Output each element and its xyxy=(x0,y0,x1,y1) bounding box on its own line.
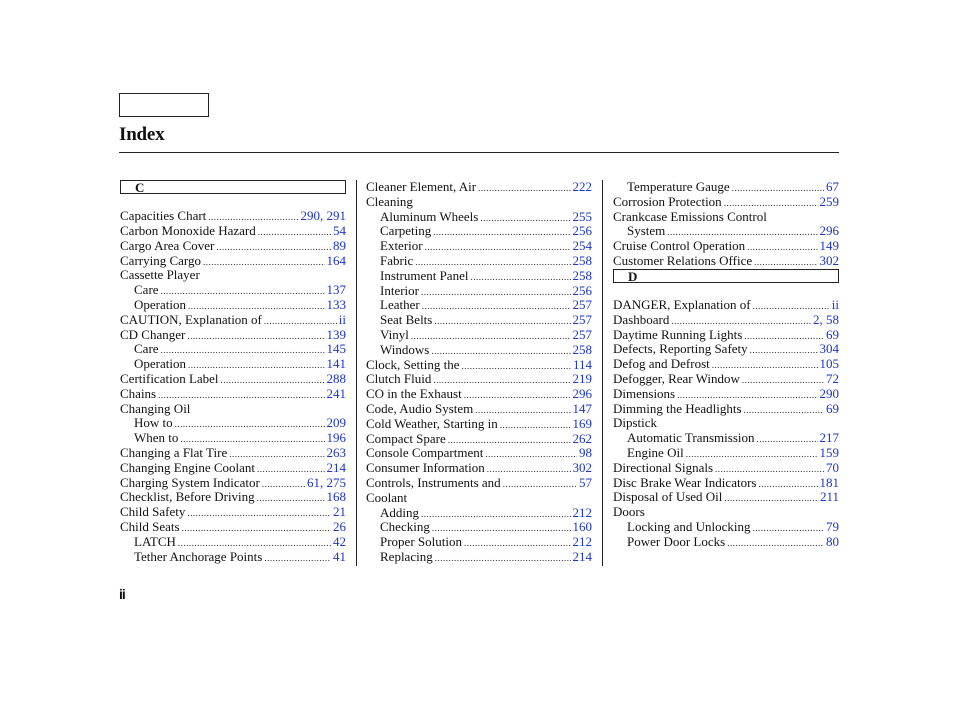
leader-dots xyxy=(727,536,824,551)
page-reference-link[interactable]: 149 xyxy=(819,238,839,254)
page-number: ii xyxy=(119,586,125,602)
index-entry xyxy=(613,195,839,210)
leader-dots xyxy=(747,240,817,255)
entry-label: Child Safety xyxy=(120,504,186,520)
page-reference-link[interactable]: 257 xyxy=(572,326,592,342)
page-reference-link[interactable]: 302 xyxy=(572,460,592,476)
leader-dots xyxy=(264,314,337,329)
page-reference-link[interactable]: 89 xyxy=(333,237,346,253)
index-subentry xyxy=(366,284,592,299)
page-reference-link[interactable]: 259 xyxy=(819,193,839,209)
entry-label: Carpeting xyxy=(380,223,432,239)
leader-dots xyxy=(500,418,571,433)
column-divider-1 xyxy=(356,180,357,566)
entry-label: Replacing xyxy=(380,548,433,564)
index-entry xyxy=(613,461,839,476)
page-reference-link[interactable]: 2, 58 xyxy=(813,311,839,327)
page-reference-link[interactable]: 181 xyxy=(819,474,839,490)
leader-dots xyxy=(182,521,331,536)
index-subentry xyxy=(613,431,839,446)
entry-label: Engine Oil xyxy=(627,444,684,460)
index-subentry xyxy=(613,535,839,550)
page-reference-link[interactable]: 98 xyxy=(579,445,592,461)
entry-label: Compact Spare xyxy=(366,430,446,446)
index-entry xyxy=(366,358,592,373)
entry-label: Corrosion Protection xyxy=(613,193,722,209)
page-reference-link[interactable]: 70 xyxy=(826,459,839,475)
entry-label: Cargo Area Cover xyxy=(120,237,215,253)
entry-label: Changing Engine Coolant xyxy=(120,459,256,475)
index-entry xyxy=(366,402,592,417)
entry-label: Aluminum Wheels xyxy=(380,208,479,224)
entry-label: Fabric xyxy=(380,252,414,268)
page-reference-link[interactable]: 80 xyxy=(826,533,839,549)
index-entry xyxy=(366,372,592,387)
entry-label: Exterior xyxy=(380,238,423,254)
index-entry xyxy=(366,387,592,402)
entry-label: Checking xyxy=(380,519,430,535)
index-subentry xyxy=(120,298,346,313)
page-reference-link[interactable]: 217 xyxy=(819,430,839,446)
entry-label: Coolant xyxy=(366,489,408,505)
page-reference-link[interactable]: 160 xyxy=(572,519,592,535)
entry-label: Carrying Cargo xyxy=(120,252,201,268)
page-reference-link[interactable]: 79 xyxy=(826,518,839,534)
page-reference-link[interactable]: 57 xyxy=(579,474,592,490)
index-entry xyxy=(366,461,592,476)
page-reference-link[interactable]: 256 xyxy=(572,223,592,239)
index-subentry xyxy=(120,550,346,565)
section-spacer xyxy=(613,283,839,298)
index-subentry xyxy=(366,520,592,535)
leader-dots xyxy=(264,551,331,566)
entry-label: Care xyxy=(134,282,159,298)
page-reference-link[interactable]: 257 xyxy=(572,312,592,328)
entry-label: Changing a Flat Tire xyxy=(120,444,228,460)
entry-label: Directional Signals xyxy=(613,459,714,475)
index-entry xyxy=(366,432,592,447)
entry-label: Certification Label xyxy=(120,370,219,386)
page-reference-link[interactable]: 290, 291 xyxy=(300,208,346,224)
leader-dots xyxy=(757,432,818,447)
index-subentry xyxy=(120,357,346,372)
index-column-3 xyxy=(613,180,839,550)
leader-dots xyxy=(175,417,325,432)
page-reference-link[interactable]: 168 xyxy=(326,489,346,505)
entry-label: Interior xyxy=(380,282,419,298)
index-entry xyxy=(613,342,839,357)
entry-label: Code, Audio System xyxy=(366,400,474,416)
entry-label: Tether Anchorage Points xyxy=(134,548,263,564)
index-entry xyxy=(120,372,346,387)
index-entry xyxy=(366,476,592,491)
page-reference-link[interactable]: 114 xyxy=(572,356,592,372)
index-subentry xyxy=(366,224,592,239)
entry-label: LATCH xyxy=(134,533,176,549)
page-reference-link[interactable]: 212 xyxy=(572,534,592,550)
index-entry xyxy=(120,505,346,520)
index-subentry xyxy=(120,283,346,298)
index-entry xyxy=(120,461,346,476)
page-reference-link[interactable]: 169 xyxy=(572,415,592,431)
entry-label: When to xyxy=(134,430,179,446)
index-letter-heading: C xyxy=(120,180,346,194)
leader-dots xyxy=(485,447,577,462)
page-reference-link[interactable]: 164 xyxy=(326,252,346,268)
entry-label: Seat Belts xyxy=(380,312,433,328)
index-subentry xyxy=(366,269,592,284)
leader-dots xyxy=(758,477,817,492)
index-entry xyxy=(120,239,346,254)
page-reference-link[interactable]: ii xyxy=(831,296,839,312)
index-group-heading xyxy=(120,268,346,283)
index-letter-heading: D xyxy=(613,269,839,283)
leader-dots xyxy=(464,536,571,551)
page-reference-link[interactable]: 290 xyxy=(819,385,839,401)
entry-label: Defogger, Rear Window xyxy=(613,370,740,386)
index-entry xyxy=(120,209,346,224)
index-entry xyxy=(613,254,839,269)
index-entry xyxy=(613,239,839,254)
entry-label: Chains xyxy=(120,385,157,401)
leader-dots xyxy=(462,359,571,374)
page-reference-link[interactable]: 222 xyxy=(572,179,592,194)
page-reference-link[interactable]: 61, 275 xyxy=(307,474,346,490)
index-subentry xyxy=(366,506,592,521)
index-entry xyxy=(120,476,346,491)
index-column-1 xyxy=(120,180,346,564)
page-reference-link[interactable]: 69 xyxy=(826,400,839,416)
entry-label: Leather xyxy=(380,297,420,313)
page-reference-link[interactable]: 21 xyxy=(333,504,346,520)
index-entry xyxy=(366,417,592,432)
page-reference-link[interactable]: 212 xyxy=(572,504,592,520)
page-reference-link[interactable]: 263 xyxy=(326,444,346,460)
entry-label: Dimming the Headlights xyxy=(613,400,742,416)
entry-label: Disposal of Used Oil xyxy=(613,489,723,505)
entry-label: Defog and Defrost xyxy=(613,356,710,372)
index-entry xyxy=(613,490,839,505)
leader-dots xyxy=(744,329,824,344)
leader-dots xyxy=(421,285,571,300)
leader-dots xyxy=(425,240,571,255)
leader-dots xyxy=(752,521,824,536)
page-reference-link[interactable]: 54 xyxy=(333,222,346,238)
leader-dots xyxy=(503,477,577,492)
page-reference-link[interactable]: 262 xyxy=(572,430,592,446)
page-reference-link[interactable]: 67 xyxy=(826,179,839,194)
leader-dots xyxy=(433,225,570,240)
page-reference-link[interactable]: 302 xyxy=(819,252,839,268)
page-reference-link[interactable]: 214 xyxy=(572,548,592,564)
index-entry xyxy=(120,328,346,343)
entry-label: Clutch Fluid xyxy=(366,371,432,387)
index-entry xyxy=(613,372,839,387)
page-reference-link[interactable]: 141 xyxy=(326,356,346,372)
index-subentry xyxy=(120,431,346,446)
index-entry xyxy=(613,313,839,328)
index-entry xyxy=(120,490,346,505)
entry-label: Cruise Control Operation xyxy=(613,238,746,254)
page-reference-link[interactable]: 137 xyxy=(326,282,346,298)
page-reference-link[interactable]: 139 xyxy=(326,326,346,342)
page-reference-link[interactable]: 304 xyxy=(819,341,839,357)
entry-label: Cold Weather, Starting in xyxy=(366,415,498,431)
index-subentry xyxy=(613,520,839,535)
entry-label: Dashboard xyxy=(613,311,670,327)
leader-dots xyxy=(750,343,818,358)
index-group-heading xyxy=(613,505,839,520)
entry-label: CD Changer xyxy=(120,326,186,342)
index-subentry xyxy=(613,180,839,195)
page-reference-link[interactable]: 258 xyxy=(572,267,592,283)
page-reference-link[interactable]: 42 xyxy=(333,533,346,549)
index-subentry xyxy=(366,254,592,269)
index-entry xyxy=(613,387,839,402)
page-reference-link[interactable]: 258 xyxy=(572,341,592,357)
entry-label: Changing Oil xyxy=(120,400,191,416)
leader-dots xyxy=(724,491,818,506)
entry-label: Clock, Setting the xyxy=(366,356,460,372)
section-tab-box xyxy=(119,93,209,117)
page-reference-link[interactable]: 288 xyxy=(326,370,346,386)
page-reference-link[interactable]: 254 xyxy=(572,238,592,254)
entry-label: Vinyl xyxy=(380,326,409,342)
leader-dots xyxy=(187,506,331,521)
entry-label: Customer Relations Office xyxy=(613,252,753,268)
index-entry xyxy=(120,313,346,328)
entry-label: Defects, Reporting Safety xyxy=(613,341,748,357)
entry-label: Temperature Gauge xyxy=(627,179,730,194)
section-spacer xyxy=(120,194,346,209)
index-entry xyxy=(120,254,346,269)
leader-dots xyxy=(435,551,571,566)
page-reference-link[interactable]: 256 xyxy=(572,282,592,298)
entry-label: Carbon Monoxide Hazard xyxy=(120,222,256,238)
entry-label: Cassette Player xyxy=(120,267,200,283)
entry-label: Daytime Running Lights xyxy=(613,326,743,342)
index-subentry xyxy=(366,313,592,328)
entry-label: CAUTION, Explanation of xyxy=(120,311,262,327)
index-subentry xyxy=(366,343,592,358)
page-reference-link[interactable]: 209 xyxy=(326,415,346,431)
index-entry xyxy=(613,298,839,313)
leader-dots xyxy=(187,329,324,344)
page-reference-link[interactable]: 69 xyxy=(826,326,839,342)
leader-dots xyxy=(754,255,817,270)
leader-dots xyxy=(480,211,570,226)
leader-dots xyxy=(470,270,570,285)
entry-label: Dimensions xyxy=(613,385,676,401)
entry-label: Capacities Chart xyxy=(120,208,207,224)
page-reference-link[interactable]: 159 xyxy=(819,444,839,460)
leader-dots xyxy=(257,491,325,506)
entry-label: Adding xyxy=(380,504,419,520)
entry-label: CO in the Exhaust xyxy=(366,386,462,402)
leader-dots xyxy=(203,255,325,270)
page-title: Index xyxy=(119,124,165,145)
leader-dots xyxy=(732,181,824,196)
index-subentry xyxy=(366,239,592,254)
page-reference-link[interactable]: 296 xyxy=(819,223,839,239)
index-subentry xyxy=(120,416,346,431)
leader-dots xyxy=(478,181,570,196)
index-group-heading xyxy=(366,491,592,506)
page-reference-link[interactable]: 257 xyxy=(572,297,592,313)
page-reference-link[interactable]: 214 xyxy=(326,459,346,475)
entry-label: Cleaning xyxy=(366,193,413,209)
page-reference-link[interactable]: ii xyxy=(338,311,346,327)
entry-label: Automatic Transmission xyxy=(627,430,755,446)
leader-dots xyxy=(262,477,305,492)
entry-label: Checklist, Before Driving xyxy=(120,489,255,505)
leader-dots xyxy=(216,240,331,255)
index-subentry xyxy=(613,224,839,239)
entry-label: Cleaner Element, Air xyxy=(366,179,477,194)
page-reference-link[interactable]: 145 xyxy=(326,341,346,357)
page-reference-link[interactable]: 26 xyxy=(333,518,346,534)
entry-label: Windows xyxy=(380,341,430,357)
page-reference-link[interactable]: 255 xyxy=(572,208,592,224)
page-reference-link[interactable]: 241 xyxy=(326,385,346,401)
page-reference-link[interactable]: 105 xyxy=(819,356,839,372)
index-subentry xyxy=(613,446,839,461)
entry-label: Operation xyxy=(134,296,186,312)
index-subentry xyxy=(366,550,592,565)
index-entry xyxy=(120,446,346,461)
index-group-heading xyxy=(613,210,839,225)
entry-label: Consumer Information xyxy=(366,460,485,476)
index-group-heading xyxy=(366,195,592,210)
page-reference-link[interactable]: 147 xyxy=(572,400,592,416)
entry-label: Dipstick xyxy=(613,415,658,431)
index-subentry xyxy=(120,535,346,550)
index-column-2 xyxy=(366,180,592,565)
leader-dots xyxy=(221,373,325,388)
index-group-heading xyxy=(613,416,839,431)
leader-dots xyxy=(258,225,331,240)
page-reference-link[interactable]: 196 xyxy=(326,430,346,446)
page-reference-link[interactable]: 72 xyxy=(826,370,839,386)
index-subentry xyxy=(120,342,346,357)
leader-dots xyxy=(742,373,824,388)
index-entry xyxy=(366,446,592,461)
index-entry xyxy=(120,224,346,239)
index-subentry xyxy=(366,210,592,225)
entry-label: Power Door Locks xyxy=(627,533,726,549)
index-entry xyxy=(613,328,839,343)
entry-label: Crankcase Emissions Control xyxy=(613,208,767,224)
entry-label: Instrument Panel xyxy=(380,267,469,283)
entry-label: Operation xyxy=(134,356,186,372)
entry-label: Controls, Instruments and xyxy=(366,474,501,490)
leader-dots xyxy=(411,329,571,344)
entry-label: DANGER, Explanation of xyxy=(613,296,751,312)
page-reference-link[interactable]: 296 xyxy=(572,386,592,402)
leader-dots xyxy=(434,314,570,329)
page-reference-link[interactable]: 211 xyxy=(819,489,839,505)
page-reference-link[interactable]: 133 xyxy=(326,296,346,312)
entry-label: Disc Brake Wear Indicators xyxy=(613,474,757,490)
entry-label: Locking and Unlocking xyxy=(627,518,751,534)
index-entry xyxy=(120,520,346,535)
index-subentry xyxy=(366,298,592,313)
entry-label: Doors xyxy=(613,504,645,520)
entry-label: Care xyxy=(134,341,159,357)
index-entry xyxy=(613,476,839,491)
index-subentry xyxy=(366,328,592,343)
index-entry xyxy=(120,387,346,402)
leader-dots xyxy=(422,299,571,314)
leader-dots xyxy=(464,388,571,403)
leader-dots xyxy=(744,403,824,418)
index-entry xyxy=(613,402,839,417)
page-reference-link[interactable]: 219 xyxy=(572,371,592,387)
leader-dots xyxy=(421,507,571,522)
entry-label: Child Seats xyxy=(120,518,180,534)
entry-label: Charging System Indicator xyxy=(120,474,260,490)
title-rule xyxy=(119,152,839,153)
index-entry xyxy=(613,357,839,372)
page-reference-link[interactable]: 41 xyxy=(333,548,346,564)
index-group-heading xyxy=(120,402,346,417)
column-divider-2 xyxy=(602,180,603,566)
index-entry xyxy=(366,180,592,195)
page-reference-link[interactable]: 258 xyxy=(572,252,592,268)
index-subentry xyxy=(366,535,592,550)
entry-label: How to xyxy=(134,415,173,431)
entry-label: Proper Solution xyxy=(380,534,462,550)
entry-label: System xyxy=(627,223,666,239)
entry-label: Console Compartment xyxy=(366,445,484,461)
